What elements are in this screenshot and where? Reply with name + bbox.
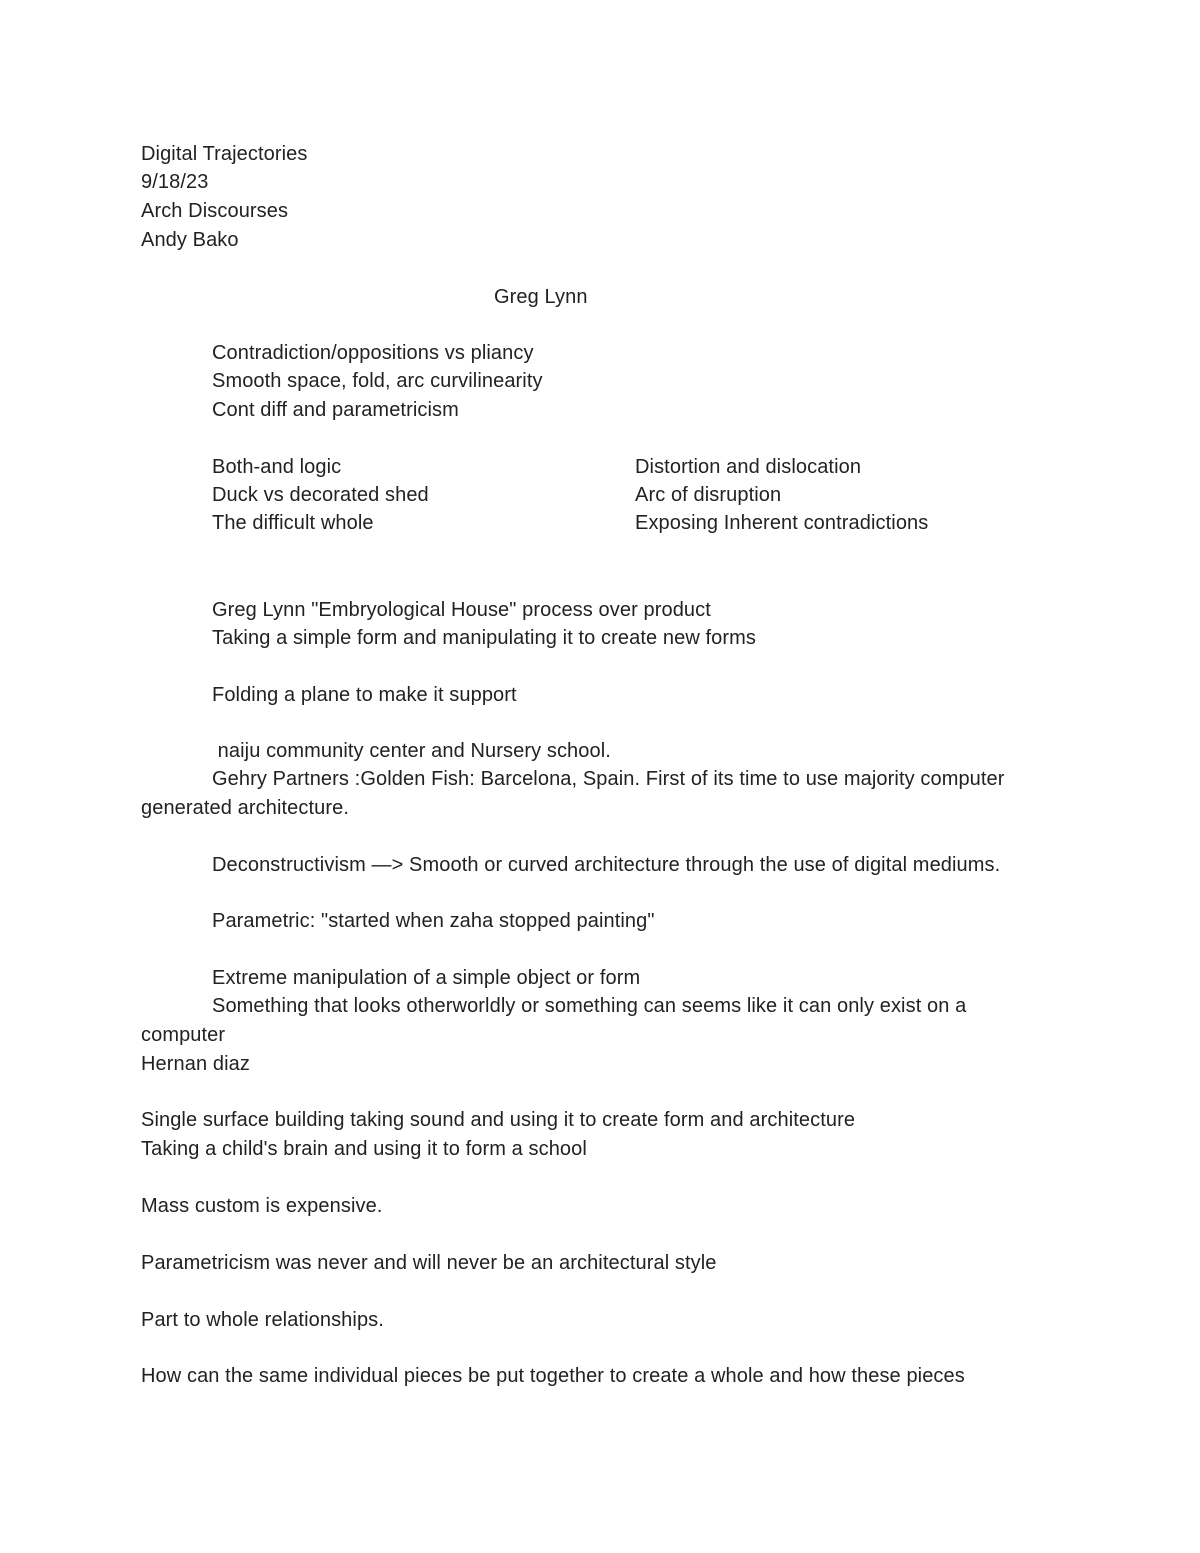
note-line: How can the same individual pieces be put together to create a whole and how these pieces	[141, 1365, 965, 1387]
note-line: Taking a simple form and manipulating it to create new forms	[212, 627, 757, 649]
note-line: Smooth space, fold, arc curvilinearity	[212, 370, 543, 392]
document-date: 9/18/23	[141, 171, 209, 193]
note-line: Greg Lynn "Embryological House" process over product	[212, 599, 711, 621]
note-line: Folding a plane to make it support	[212, 684, 517, 706]
right-column-item: Arc of disruption	[635, 484, 782, 506]
left-column-item: Both-and logic	[212, 456, 342, 478]
section-heading: Greg Lynn	[494, 286, 588, 308]
note-line: computer	[141, 1024, 226, 1046]
left-column-item: Duck vs decorated shed	[212, 484, 429, 506]
note-line: Hernan diaz	[141, 1053, 250, 1075]
note-line: Contradiction/oppositions vs pliancy	[212, 342, 534, 364]
note-line: Extreme manipulation of a simple object or form	[212, 967, 641, 989]
right-column-item: Distortion and dislocation	[635, 456, 862, 478]
note-line: Deconstructivism —> Smooth or curved architecture through the use of digital mediums.	[212, 854, 1001, 876]
note-line: Parametric: "started when zaha stopped painting"	[212, 910, 655, 932]
note-line: Mass custom is expensive.	[141, 1195, 383, 1217]
author-name: Andy Bako	[141, 229, 239, 251]
note-line: Part to whole relationships.	[141, 1309, 384, 1331]
document-title: Digital Trajectories	[141, 143, 308, 165]
right-column-item: Exposing Inherent contradictions	[635, 512, 929, 534]
note-line: Gehry Partners :Golden Fish: Barcelona, Spain. First of its time to use majority computer	[212, 768, 1005, 790]
left-column-item: The difficult whole	[212, 512, 374, 534]
note-line: Cont diff and parametricism	[212, 399, 459, 421]
note-line: generated architecture.	[141, 797, 349, 819]
note-line: Parametricism was never and will never be an architectural style	[141, 1252, 717, 1274]
note-line: Something that looks otherworldly or something can seems like it can only exist on a	[212, 995, 967, 1017]
note-line: Single surface building taking sound and using it to create form and architecture	[141, 1109, 856, 1131]
course-name: Arch Discourses	[141, 200, 289, 222]
note-line: naiju community center and Nursery school.	[212, 740, 611, 762]
note-line: Taking a child's brain and using it to form a school	[141, 1138, 587, 1160]
